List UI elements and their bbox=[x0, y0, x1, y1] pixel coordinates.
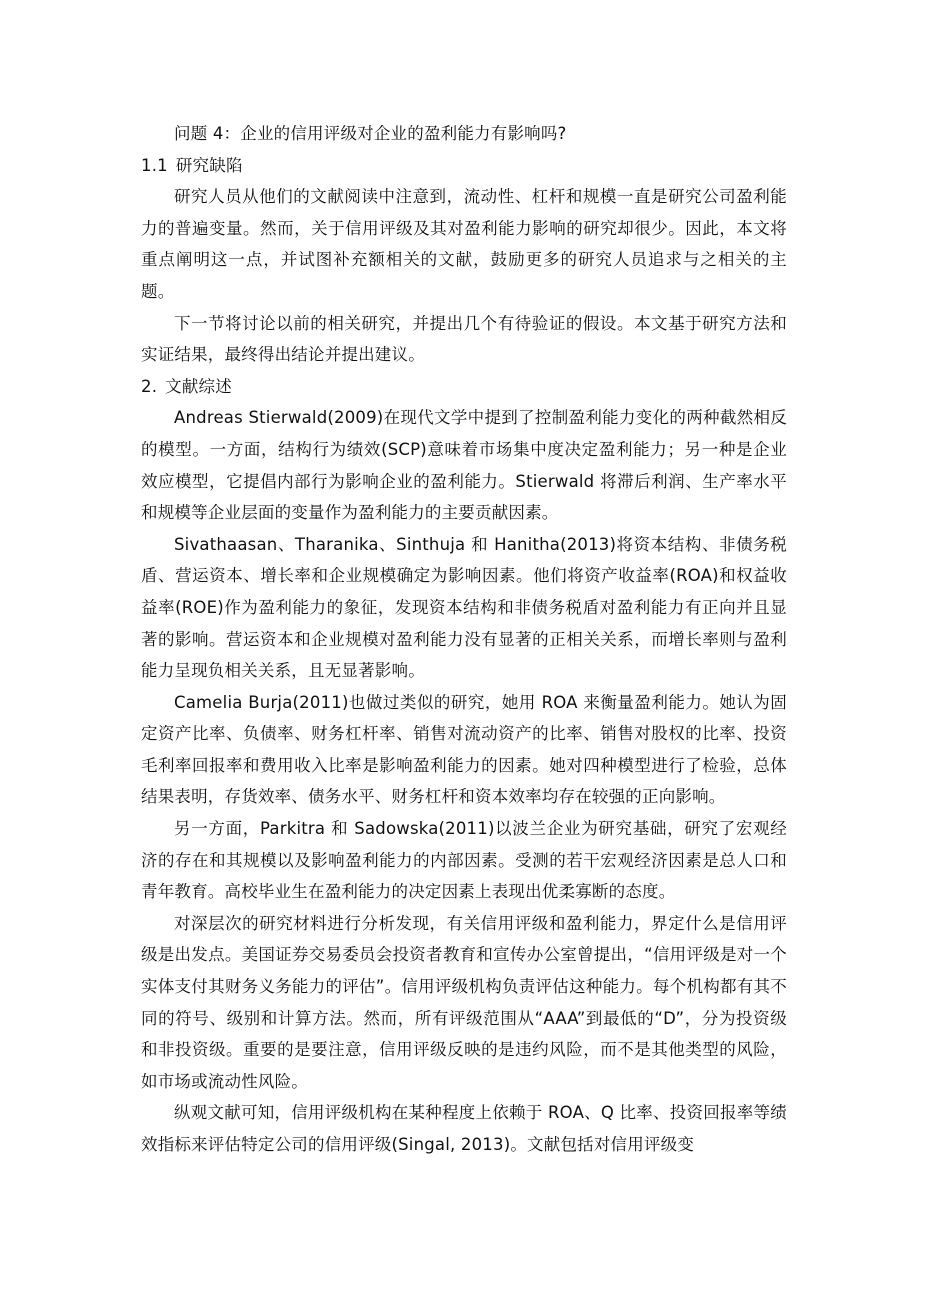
paragraph-literature-2: Sivathaasan、Tharanika、Sinthuja 和 Hanitha(2013)将资本结构、非债务税盾、营运资本、增长率和企业规模确定为影响因素。他们将资产收益率(ROA)和权益收益率(ROE)作为盈利能力的象征，发现资本结构和非债务税盾对盈利能力有正向并且显著的影响。营运资本和企业规模对盈利能力没有显著的正相关关系，而增长率则与盈利能力呈现负相关关系，且无显著影响。 bbox=[141, 534, 787, 681]
section-title: 研究缺陷 bbox=[175, 155, 243, 175]
paragraph-literature-4: 另一方面，Parkitra 和 Sadowska(2011)以波兰企业为研究基础，研究了宏观经济的存在和其规模以及影响盈利能力的内部因素。受测的若干宏观经济因素是总人口和青年教育。高校毕业生在盈利能力的决定因素上表现出优柔寡断的态度。 bbox=[141, 819, 787, 902]
paragraph-literature-5: 对深层次的研究材料进行分析发现，有关信用评级和盈利能力，界定什么是信用评级是出发点。美国证券交易委员会投资者教育和宣传办公室曾提出，“信用评级是对一个实体支付其财务义务能力的评估”。信用评级机构负责评估这种能力。每个机构都有其不同的符号、级别和计算方法。然而，所有评级范围从“AAA”到最低的“D”，分为投资级和非投资级。重要的是要注意，信用评级反映的是违约风险，而不是其他类型的风险，如市场或流动性风险。 bbox=[141, 913, 787, 1091]
paragraph-literature-6: 纵观文献可知，信用评级机构在某种程度上依赖于 ROA、Q 比率、投资回报率等绩效指标来评估特定公司的信用评级(Singal, 2013)。文献包括对信用评级变 bbox=[141, 1103, 787, 1154]
section-number: 1.1 bbox=[141, 155, 168, 175]
section-heading-research-gap bbox=[141, 150, 787, 182]
section-number: 2. bbox=[141, 376, 158, 396]
research-question: 问题 4：企业的信用评级对企业的盈利能力有影响吗? bbox=[174, 124, 567, 143]
document-body bbox=[141, 118, 787, 1161]
paragraph-literature-3: Camelia Burja(2011)也做过类似的研究，她用 ROA 来衡量盈利能力。她认为固定资产比率、负债率、财务杠杆率、销售对流动资产的比率、销售对股权的比率、投资毛利率回报率和费用收入比率是影响盈利能力的因素。她对四种模型进行了检验，总体结果表明，存货效率、债务水平、财务杠杆和资本效率均存在较强的正向影响。 bbox=[141, 692, 787, 807]
section-heading-literature-review bbox=[141, 371, 787, 403]
paragraph-research-gap-1: 研究人员从他们的文献阅读中注意到，流动性、杠杆和规模一直是研究公司盈利能力的普遍变量。然而，关于信用评级及其对盈利能力影响的研究却很少。因此，本文将重点阐明这一点，并试图补充额相关的文献，鼓励更多的研究人员追求与之相关的主题。 bbox=[141, 187, 787, 301]
section-title: 文献综述 bbox=[165, 376, 232, 396]
paragraph-research-gap-2: 下一节将讨论以前的相关研究，并提出几个有待验证的假设。本文基于研究方法和实证结果，最终得出结论并提出建议。 bbox=[141, 313, 787, 365]
paragraph-literature-1: Andreas Stierwald(2009)在现代文学中提到了控制盈利能力变化的两种截然相反的模型。一方面，结构行为绩效(SCP)意味着市场集中度决定盈利能力；另一种是企业效应模型，它提倡内部行为影响企业的盈利能力。Stierwald 将滞后利润、生产率水平和规模等企业层面的变量作为盈利能力的主要贡献因素。 bbox=[141, 408, 787, 523]
